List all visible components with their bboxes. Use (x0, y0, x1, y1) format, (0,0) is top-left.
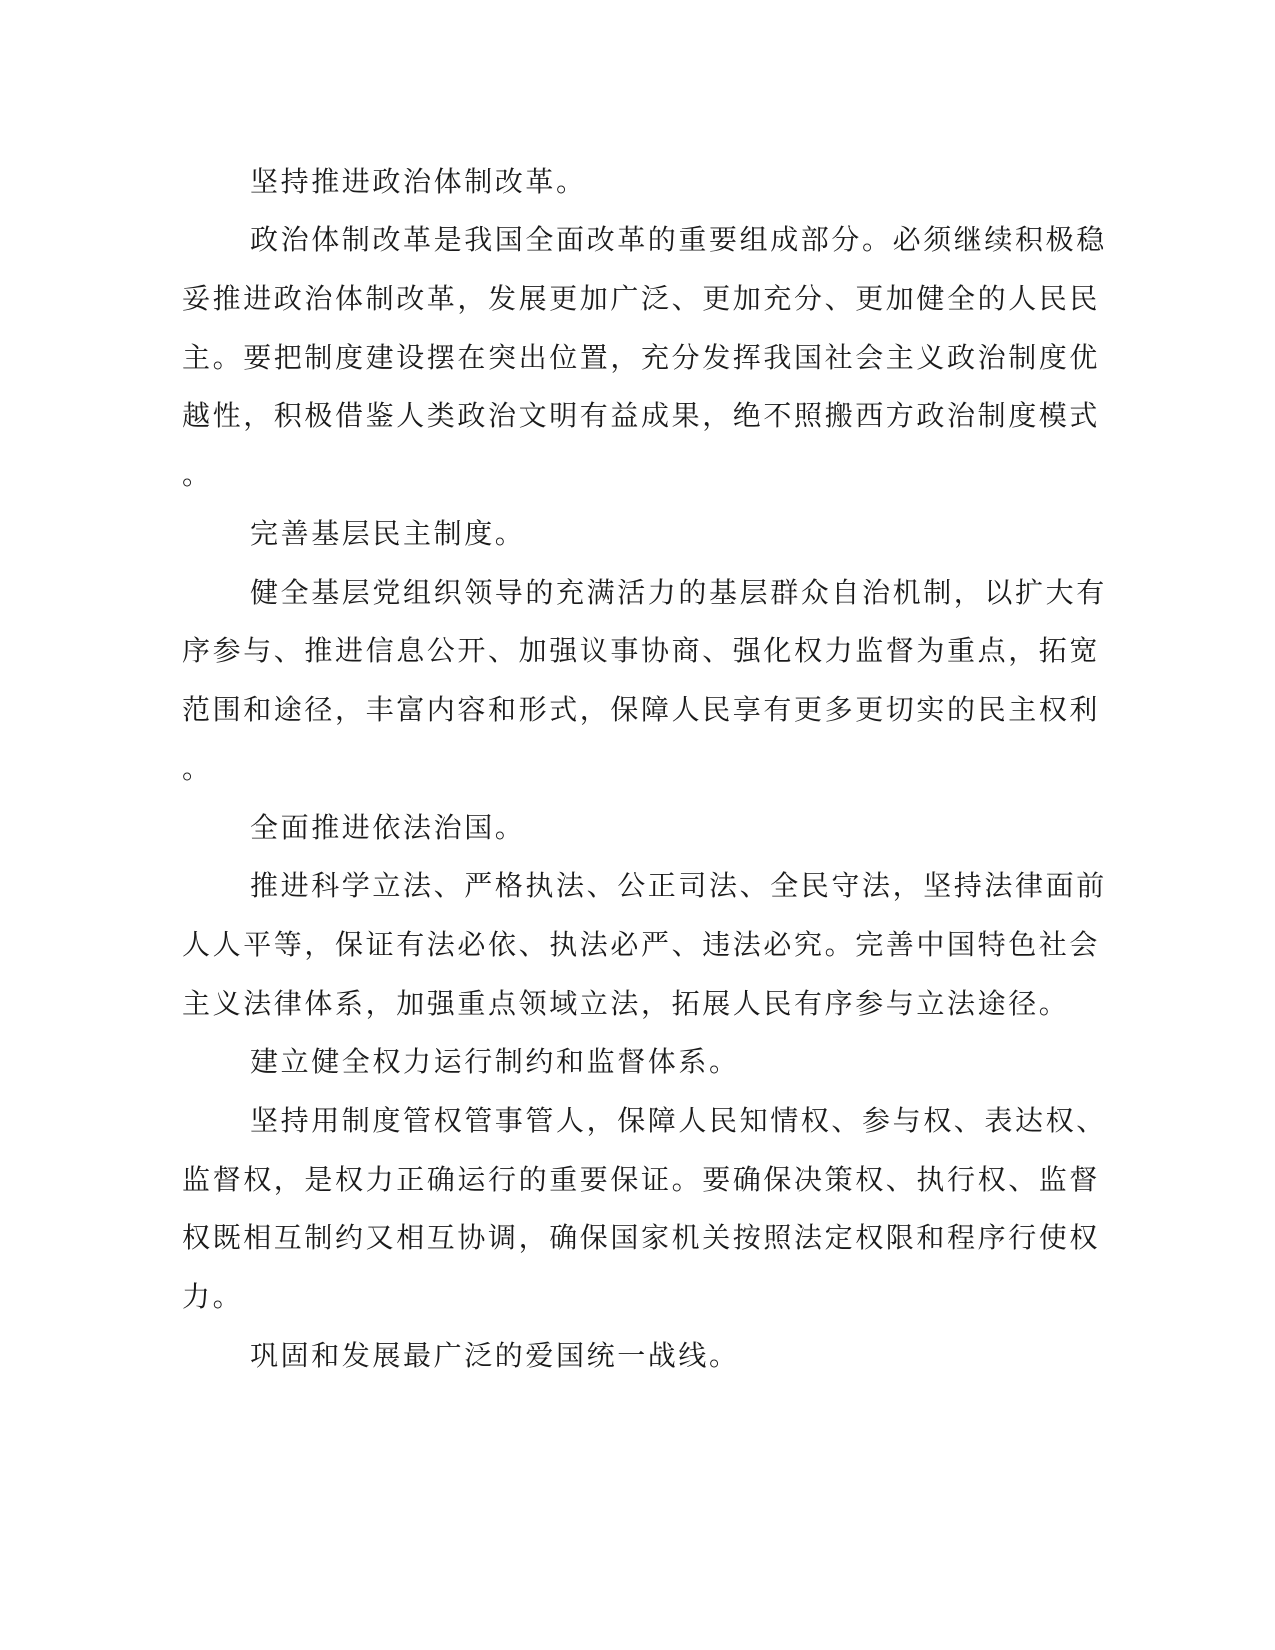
section-heading-power-oversight: 建立健全权力运行制约和监督体系。 (250, 1045, 740, 1078)
paragraph-line: 主。要把制度建设摆在突出位置，充分发挥我国社会主义政治制度优 (182, 341, 1101, 374)
paragraph-line: 主义法律体系，加强重点领域立法，拓展人民有序参与立法途径。 (182, 987, 1070, 1020)
paragraph-line: 政治体制改革是我国全面改革的重要组成部分。必须继续积极稳 (250, 223, 1107, 256)
section-heading-rule-of-law: 全面推进依法治国。 (250, 811, 526, 844)
section-heading-political-reform: 坚持推进政治体制改革。 (250, 165, 587, 198)
paragraph-line: 健全基层党组织领导的充满活力的基层群众自治机制，以扩大有 (250, 576, 1107, 609)
paragraph-line: 序参与、推进信息公开、加强议事协商、强化权力监督为重点，拓宽 (182, 634, 1101, 667)
paragraph-line: 监督权，是权力正确运行的重要保证。要确保决策权、执行权、监督 (182, 1163, 1101, 1196)
paragraph-line: 权既相互制约又相互协调，确保国家机关按照法定权限和程序行使权 (182, 1221, 1101, 1254)
paragraph-line: 坚持用制度管权管事管人，保障人民知情权、参与权、表达权、 (250, 1104, 1107, 1137)
paragraph-line: 妥推进政治体制改革，发展更加广泛、更加充分、更加健全的人民民 (182, 282, 1101, 315)
paragraph-line: 推进科学立法、严格执法、公正司法、全民守法，坚持法律面前 (250, 869, 1107, 902)
paragraph-line: 范围和途径，丰富内容和形式，保障人民享有更多更切实的民主权利 (182, 693, 1101, 726)
paragraph-line: 人人平等，保证有法必依、执法必严、违法必究。完善中国特色社会 (182, 928, 1101, 961)
section-heading-grassroots-democracy: 完善基层民主制度。 (250, 517, 526, 550)
paragraph-line: 力。 (182, 1280, 244, 1313)
paragraph-line: 越性，积极借鉴人类政治文明有益成果，绝不照搬西方政治制度模式 (182, 399, 1101, 432)
section-heading-united-front: 巩固和发展最广泛的爱国统一战线。 (250, 1339, 740, 1372)
paragraph-line: 。 (182, 458, 213, 491)
paragraph-line: 。 (182, 752, 213, 785)
